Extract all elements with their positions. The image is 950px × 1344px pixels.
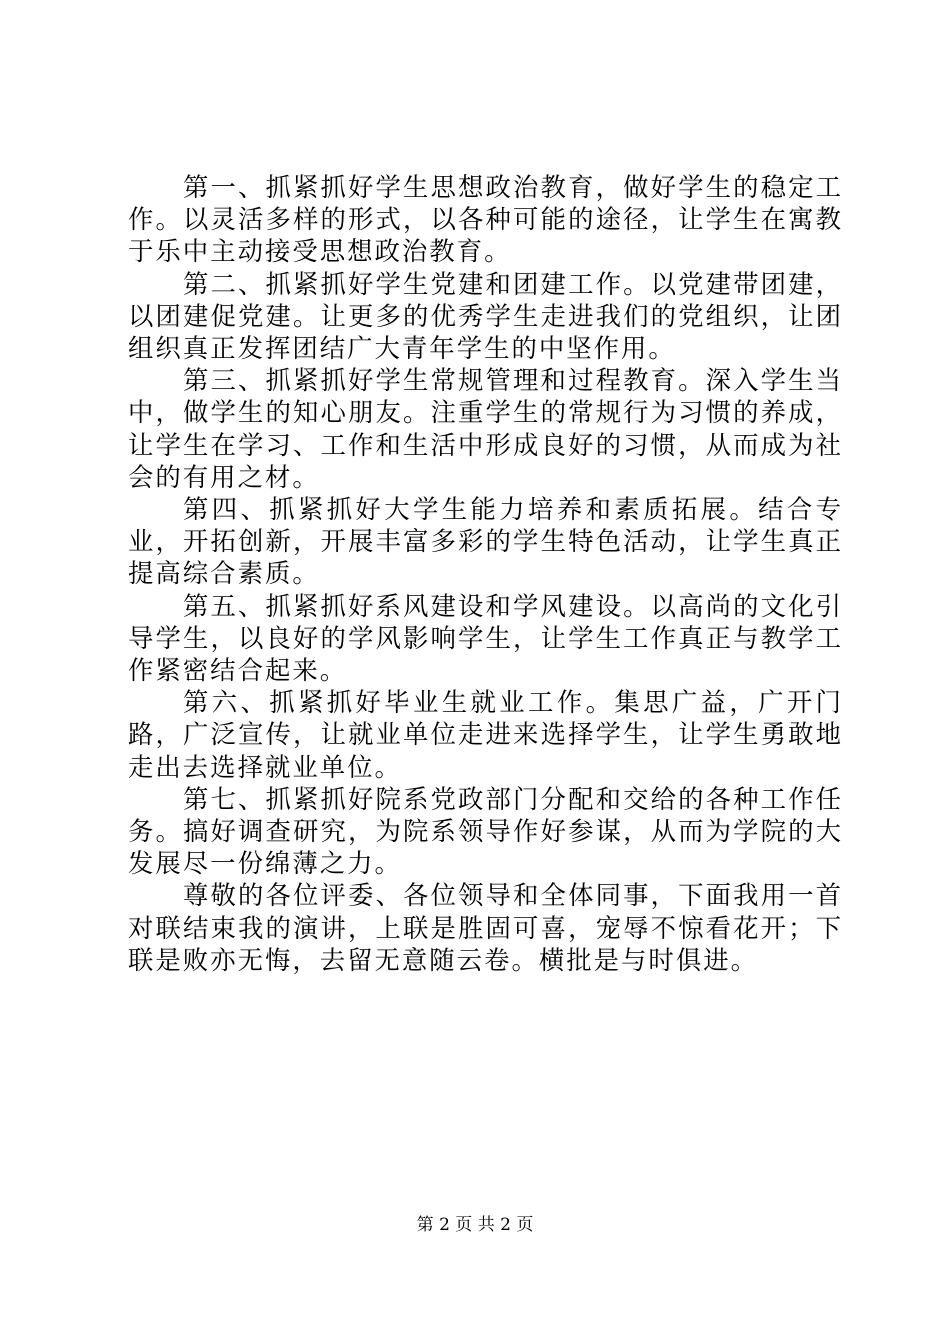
paragraph-6: 第六、抓紧抓好毕业生就业工作。集思广益，广开门路，广泛宣传，让就业单位走进来选择学生，让学生勇敢地走出去选择就业单位。 bbox=[128, 687, 843, 782]
document-body bbox=[128, 171, 843, 976]
paragraph-1: 第一、抓紧抓好学生思想政治教育，做好学生的稳定工作。以灵活多样的形式，以各种可能的途径，让学生在寓教于乐中主动接受思想政治教育。 bbox=[128, 172, 843, 267]
paragraph-7: 第七、抓紧抓好院系党政部门分配和交给的各种工作任务。搞好调查研究，为院系领导作好参谋，从而为学院的大发展尽一份绵薄之力。 bbox=[128, 783, 843, 879]
paragraph-4: 第四、抓紧抓好大学生能力培养和素质拓展。结合专业，开拓创新，开展丰富多彩的学生特色活动，让学生真正提高综合素质。 bbox=[128, 494, 843, 589]
paragraph-3: 第三、抓紧抓好学生常规管理和过程教育。深入学生当中，做学生的知心朋友。注重学生的常规行为习惯的养成，让学生在学习、工作和生活中形成良好的习惯，从而成为社会的有用之材。 bbox=[128, 365, 843, 492]
page-number-footer: 第 2 页 共 2 页 bbox=[416, 1215, 534, 1235]
paragraph-5: 第五、抓紧抓好系风建设和学风建设。以高尚的文化引导学生，以良好的学风影响学生，让学生工作真正与教学工作紧密结合起来。 bbox=[128, 590, 843, 686]
paragraph-closing: 尊敬的各位评委、各位领导和全体同事，下面我用一首对联结束我的演讲，上联是胜固可喜，宠辱不惊看花开；下联是败亦无悔，去留无意随云卷。横批是与时俱进。 bbox=[128, 880, 843, 975]
paragraph-2: 第二、抓紧抓好学生党建和团建工作。以党建带团建，以团建促党建。让更多的优秀学生走进我们的党组织，让团组织真正发挥团结广大青年学生的中坚作用。 bbox=[128, 268, 843, 364]
